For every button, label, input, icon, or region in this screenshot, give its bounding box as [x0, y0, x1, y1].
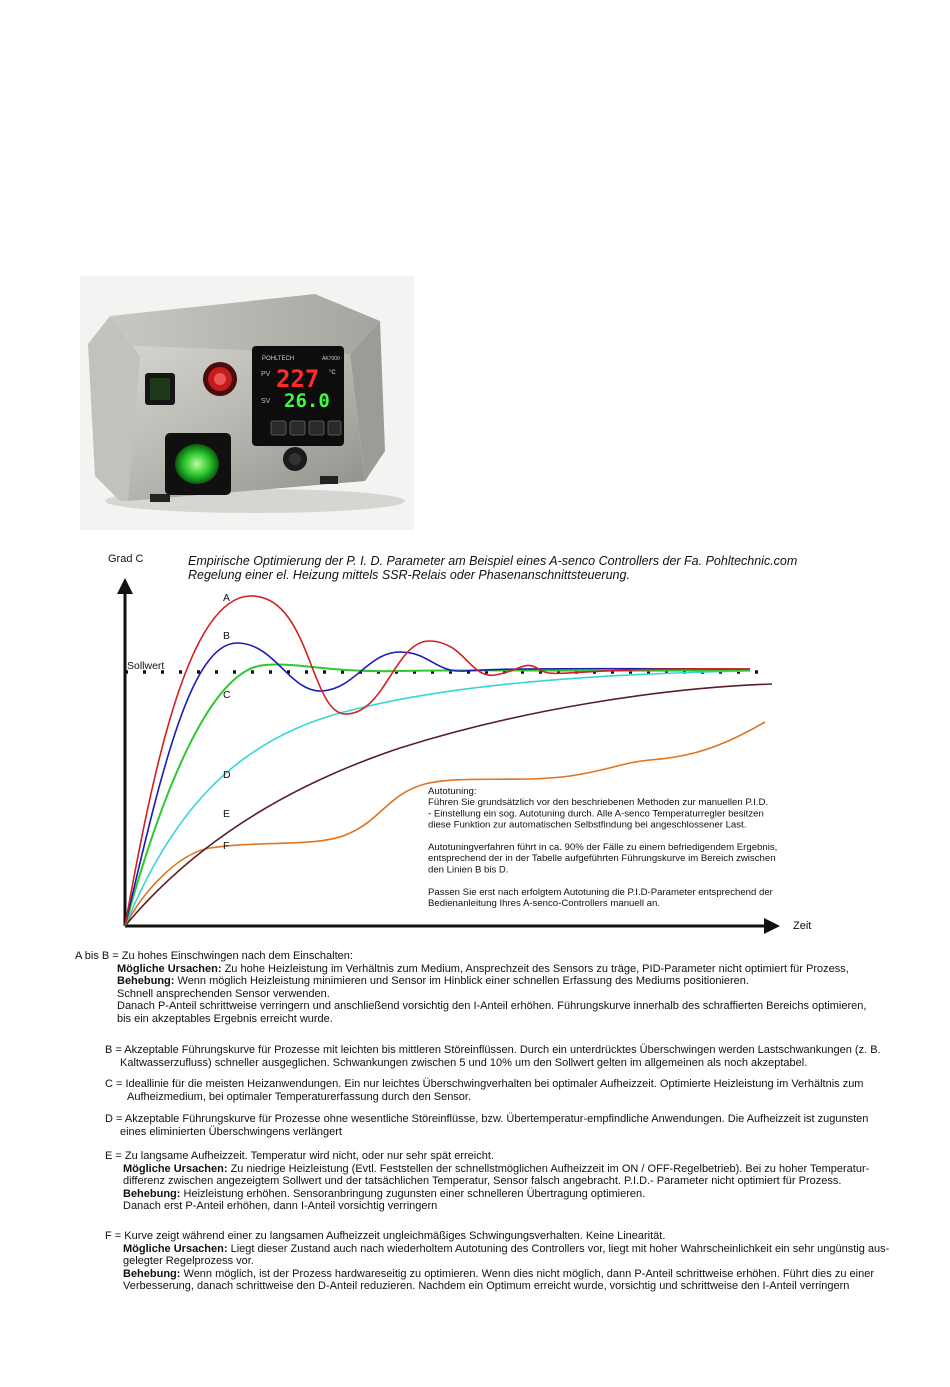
chart-title-line2: Regelung einer el. Heizung mittels SSR-Relais oder Phasenanschnittsteuerung.: [188, 568, 630, 582]
series-label-e: E: [223, 808, 231, 820]
brand-text: POHLTECH: [262, 356, 295, 362]
fix-label: Behebung:: [123, 1267, 181, 1280]
chart-title-line1: Empirische Optimierung der P. I. D. Parameter am Beispiel eines A-senco Controllers der Fa. Pohltechnic.com: [188, 554, 798, 568]
section-a-b-line5: bis ein akzeptables Ergebnis erreicht wurde.: [117, 1012, 333, 1025]
section-b: [105, 1044, 935, 1069]
section-f-fix: [105, 1268, 935, 1281]
section-b-line1: B = Akzeptable Führungskurve für Prozesse mit leichten bis mittleren Störeinflüssen. Durch ein unterdrücktes Überschwingen werden Lastschwankungen (z. B.: [105, 1044, 881, 1056]
section-e-line3: differenz zwischen angezeigtem Sollwert und der tatsächlichen Temperatur, Sensor falsch angebracht. P.I.D.- Parameter nicht optimiert für Prozess.: [123, 1175, 842, 1187]
series-label-d: D: [223, 769, 231, 781]
causes-label: Mögliche Ursachen:: [123, 1162, 228, 1175]
pv-label: PV: [261, 371, 271, 378]
controller-photo: [80, 276, 414, 530]
x-axis-arrow: [764, 918, 780, 934]
section-b-line2: Kaltwasserzufluss) schneller ausgeglichen. Schwankungen zwischen 5 und 10% um den Sollwert gelten im allgemeinen als noch akzeptabel.: [120, 1056, 808, 1069]
pv-value: 227: [276, 365, 320, 393]
section-f-line1: F = Kurve zeigt während einer zu langsamen Aufheizzeit ungleichmäßiges Schwingungsverhalten. Keine Linearität.: [105, 1230, 666, 1242]
section-c-line1: C = Ideallinie für die meisten Heizanwendungen. Ein nur leichtes Überschwingverhalten bei optimaler Aufheizzeit. Optimierte Heizleistung im Verhältnis zum: [105, 1078, 864, 1090]
section-d-line2: eines eliminierten Überschwingens verlängert: [120, 1125, 342, 1138]
section-e: [105, 1150, 935, 1213]
autotuning-line: Autotuning:: [428, 786, 477, 797]
section-a-b-causes: [75, 963, 935, 976]
section-e-fix: [105, 1188, 935, 1201]
autotuning-line: den Linien B bis D.: [428, 864, 509, 876]
y-axis-label: Grad C: [108, 553, 144, 565]
x-axis-label: Zeit: [793, 920, 812, 932]
unit-text: °C: [329, 370, 336, 376]
sv-value: 26.0: [284, 390, 330, 412]
autotuning-line: Passen Sie erst nach erfolgtem Autotuning die P.I.D-Parameter entsprechend der: [428, 886, 773, 898]
series-label-c: C: [223, 689, 231, 701]
autotuning-line: Bedienanleitung Ihres A-senco-Controllers manuell an.: [428, 898, 660, 909]
section-e-line1: E = Zu langsame Aufheizzeit. Temperatur wird nicht, oder nur sehr spät erreicht.: [105, 1150, 494, 1162]
fix-text: Wenn möglich, ist der Prozess hardwareseitig zu optimieren. Wenn dies nicht möglich, dann P-Anteil schrittweise erhöhen. Führt dies zu einer: [180, 1267, 874, 1280]
setpoint-label: Sollwert: [127, 660, 165, 672]
section-f-line5: Verbesserung, danach schrittweise den D-Anteil reduzieren. Nachdem ein Optimum erreicht wurde, vorsichtig und schrittweise den I-Anteil verringern: [123, 1280, 850, 1292]
model-text: AK7000: [322, 356, 340, 362]
pid-chart: [100, 548, 840, 940]
section-f-line3: gelegter Regelprozess vor.: [123, 1255, 254, 1267]
fix-text: Wenn möglich Heizleistung minimieren und Sensor im Hinblick einer schnellen Erfassung des Mediums positionieren.: [174, 975, 749, 987]
fix-text: Heizleistung erhöhen. Sensoranbringung zugunsten einer schnelleren Übertragung optimieren.: [180, 1187, 646, 1200]
section-a-b-line3: Schnell ansprechenden Sensor verwenden.: [117, 987, 330, 1000]
autotuning-line: diese Funktion zur automatischen Selbstfindung bei angeschlossener Last.: [428, 819, 747, 831]
section-d: [105, 1113, 935, 1138]
series-label-a: A: [223, 592, 231, 604]
series-a-curve: [125, 596, 750, 926]
y-axis-arrow: [117, 578, 133, 594]
autotuning-line: Führen Sie grundsätzlich vor den beschriebenen Methoden zur manuellen P.I.D.: [428, 797, 769, 809]
series-b-curve: [125, 643, 750, 926]
sv-label: SV: [261, 398, 271, 405]
causes-label: Mögliche Ursachen:: [123, 1242, 228, 1255]
autotuning-line: - Einstellung ein sog. Autotuning durch. Alle A-senco Temperaturregler besitzen: [428, 808, 764, 820]
section-a-b-heading: A bis B = Zu hohes Einschwingen nach dem Einschalten:: [75, 950, 353, 962]
series-label-f: F: [223, 840, 230, 852]
section-a-b-fix: [75, 975, 935, 988]
section-c: [105, 1078, 935, 1103]
section-a-b-line4: Danach P-Anteil schrittweise verringern und anschließend vorsichtig den I-Anteil erhöhen. Führungskurve innerhalb des schraffierten Bereichs optimieren,: [117, 1000, 867, 1012]
autotuning-line: entsprechend der in der Tabelle aufgeführten Führungskurve im Bereich zwischen: [428, 853, 776, 865]
section-f-causes: [105, 1243, 935, 1256]
causes-label: Mögliche Ursachen:: [117, 962, 222, 975]
autotuning-line: Autotuningverfahren führt in ca. 90% der Fälle zu einem befriedigendem Ergebnis,: [428, 842, 778, 853]
section-d-line1: D = Akzeptable Führungskurve für Prozesse ohne wesentliche Störeinflüsse, bzw. Übertemperatur-empfindliche Anwendungen. Die Aufheizzeit ist zugunsten: [105, 1113, 869, 1125]
causes-text: Zu hohe Heizleistung im Verhältnis zum Medium, Ansprechzeit des Sensors zu träge, PID-Parameter nicht optimiert für Prozess,: [221, 962, 849, 975]
causes-text: Zu niedrige Heizleistung (Evtl. Feststellen der schnellstmöglichen Aufheizzeit im ON / OFF-Regelbetrieb). Bei zu hoher Temperatur-: [227, 1162, 870, 1175]
section-c-line2: Aufheizmedium, bei optimaler Temperaturerfassung durch den Sensor.: [127, 1090, 472, 1103]
section-e-causes: [105, 1163, 935, 1176]
causes-text: Liegt dieser Zustand auch nach wiederholtem Autotuning des Controllers vor, liegt mit hoher Wahrscheinlichkeit ein sehr ungünstig aus-: [227, 1242, 890, 1255]
fix-label: Behebung:: [117, 975, 175, 987]
section-a-b: [75, 950, 935, 1025]
section-f: [105, 1230, 935, 1293]
fix-label: Behebung:: [123, 1187, 181, 1200]
section-e-line5: Danach erst P-Anteil erhöhen, dann I-Anteil vorsichtig verringern: [123, 1200, 438, 1212]
autotuning-note: [428, 786, 777, 909]
series-label-b: B: [223, 630, 231, 642]
